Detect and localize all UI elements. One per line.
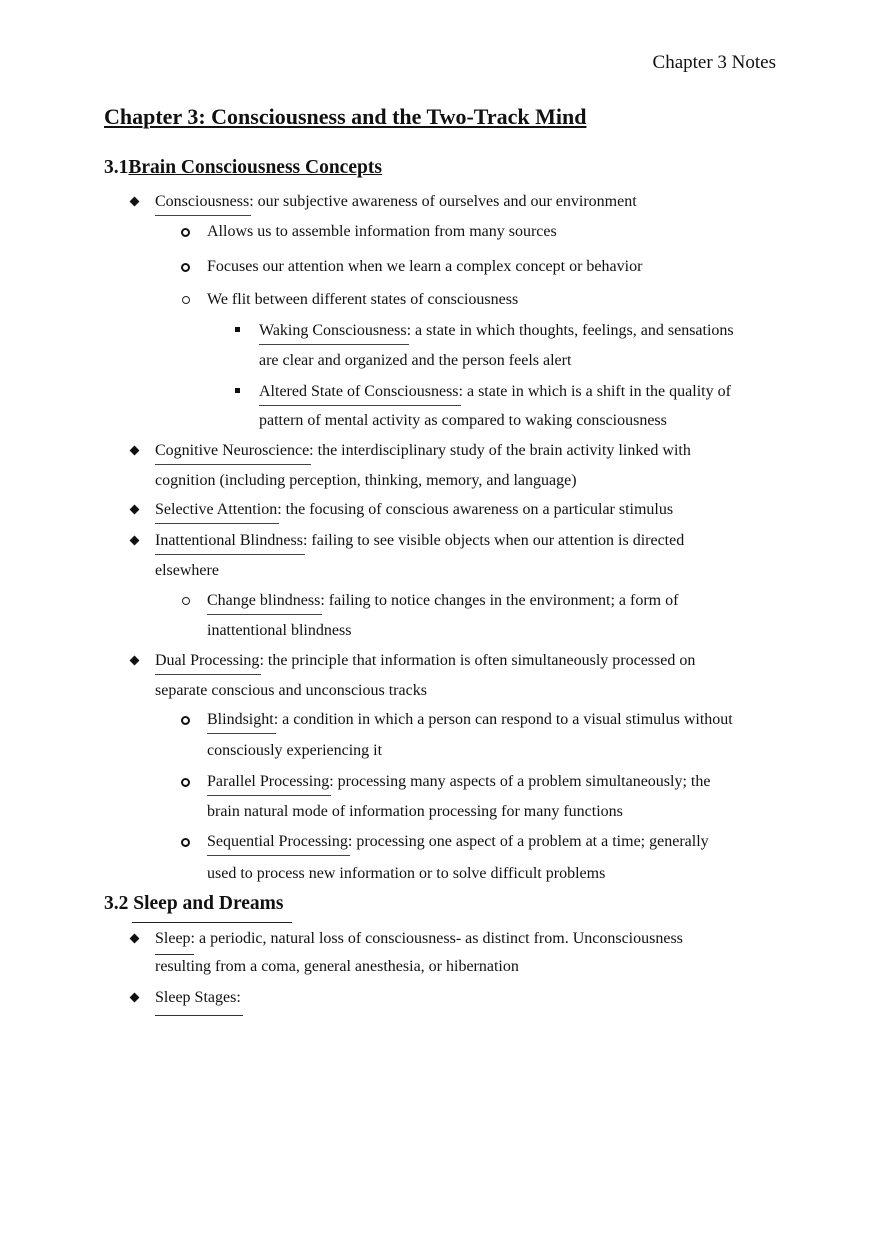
sub-sub-item-waking xyxy=(259,321,734,341)
page-header-label: Chapter 3 Notes xyxy=(652,52,776,73)
term-selective-attention: Selective Attention xyxy=(155,501,278,518)
ring-bullet-icon xyxy=(181,716,190,725)
diamond-bullet-icon xyxy=(130,197,140,207)
sleep-stages-underline xyxy=(155,1015,243,1016)
definition-cognitive-2: cognition (including perception, thinking, memory, and language) xyxy=(155,472,577,489)
list-item-sleep-stages: Sleep Stages: xyxy=(155,989,241,1006)
definition-inattentional-2: elsewhere xyxy=(155,562,219,579)
term-inattentional-blindness: Inattentional Blindness xyxy=(155,532,303,549)
definition-cognitive-1: : the interdisciplinary study of the brain activity linked with xyxy=(309,442,691,459)
sub-item-blindsight xyxy=(207,710,733,730)
term-dual-processing: Dual Processing xyxy=(155,652,260,669)
circle-bullet-icon xyxy=(182,296,190,304)
ring-bullet-icon xyxy=(181,228,190,237)
diamond-bullet-icon xyxy=(130,446,140,456)
section-title: Brain Consciousness Concepts xyxy=(128,157,382,178)
sub-item-change-blindness xyxy=(207,591,678,611)
definition-dual-1: : the principle that information is often simultaneously processed on xyxy=(259,652,696,669)
ring-bullet-icon xyxy=(181,263,190,272)
definition-altered-2: pattern of mental activity as compared to waking consciousness xyxy=(259,412,667,429)
ring-bullet-icon xyxy=(181,838,190,847)
sub-item-sequential-processing xyxy=(207,832,709,852)
sub-item-states: We flit between different states of consciousness xyxy=(207,291,519,308)
definition-blindsight-1: : a condition in which a person can respond to a visual stimulus without xyxy=(273,711,733,728)
square-bullet-icon xyxy=(235,327,240,332)
section-3-2-underline xyxy=(132,922,292,923)
term-altered-state: Altered State of Consciousness xyxy=(259,383,459,400)
section-number: 3.1 xyxy=(104,157,129,178)
definition-selective: : the focusing of conscious awareness on a particular stimulus xyxy=(277,501,674,518)
definition-waking-2: are clear and organized and the person feels alert xyxy=(259,352,572,369)
diamond-bullet-icon xyxy=(130,536,140,546)
sub-item-assemble: Allows us to assemble information from many sources xyxy=(207,223,557,240)
term-waking-consciousness: Waking Consciousness xyxy=(259,322,407,339)
definition-blindsight-2: consciously experiencing it xyxy=(207,742,383,759)
diamond-bullet-icon xyxy=(130,505,140,515)
term-sleep: Sleep xyxy=(155,930,191,947)
definition-parallel-2: brain natural mode of information processing for many functions xyxy=(207,803,623,820)
definition-sequential-1: : processing one aspect of a problem at a time; generally xyxy=(347,833,709,850)
diamond-bullet-icon xyxy=(130,934,140,944)
list-item-sleep xyxy=(155,929,683,949)
term-blindsight: Blindsight xyxy=(207,711,274,728)
term-cognitive-neuroscience: Cognitive Neuroscience xyxy=(155,442,310,459)
term-parallel-processing: Parallel Processing xyxy=(207,773,330,790)
sleep-term-underline xyxy=(155,954,194,955)
term-sequential-processing: Sequential Processing xyxy=(207,833,348,850)
list-item-dual-processing xyxy=(155,651,695,671)
diamond-bullet-icon xyxy=(130,993,140,1003)
section-3-2-heading: 3.2 Sleep and Dreams xyxy=(104,893,284,914)
list-item-consciousness xyxy=(155,192,637,212)
circle-bullet-icon xyxy=(182,597,190,605)
ring-bullet-icon xyxy=(181,778,190,787)
sub-item-focuses: Focuses our attention when we learn a complex concept or behavior xyxy=(207,258,643,275)
list-item-selective-attention xyxy=(155,500,673,520)
definition-altered-1: : a state in which is a shift in the quality of xyxy=(458,383,731,400)
definition-inattentional-1: : failing to see visible objects when our attention is directed xyxy=(302,532,685,549)
definition-consciousness: : our subjective awareness of ourselves and our environment xyxy=(249,193,637,210)
definition-change-1: : failing to notice changes in the environment; a form of xyxy=(320,592,679,609)
diamond-bullet-icon xyxy=(130,656,140,666)
list-item-inattentional-blindness xyxy=(155,531,684,551)
definition-parallel-1: : processing many aspects of a problem simultaneously; the xyxy=(329,773,711,790)
square-bullet-icon xyxy=(235,388,240,393)
chapter-title: Chapter 3: Consciousness and the Two-Track Mind xyxy=(104,104,587,129)
sub-item-parallel-processing xyxy=(207,772,710,792)
definition-sleep-2: resulting from a coma, general anesthesia, or hibernation xyxy=(155,958,519,975)
sub-sub-item-altered xyxy=(259,382,731,402)
definition-change-2: inattentional blindness xyxy=(207,622,352,639)
term-change-blindness: Change blindness xyxy=(207,592,321,609)
section-3-1-heading xyxy=(104,157,382,179)
definition-sequential-2: used to process new information or to solve difficult problems xyxy=(207,865,606,882)
definition-sleep-1: : a periodic, natural loss of consciousness- as distinct from. Unconsciousness xyxy=(190,930,683,947)
definition-dual-2: separate conscious and unconscious tracks xyxy=(155,682,427,699)
definition-waking-1: : a state in which thoughts, feelings, and sensations xyxy=(406,322,734,339)
term-consciousness: Consciousness xyxy=(155,193,250,210)
list-item-cognitive-neuroscience xyxy=(155,441,691,461)
